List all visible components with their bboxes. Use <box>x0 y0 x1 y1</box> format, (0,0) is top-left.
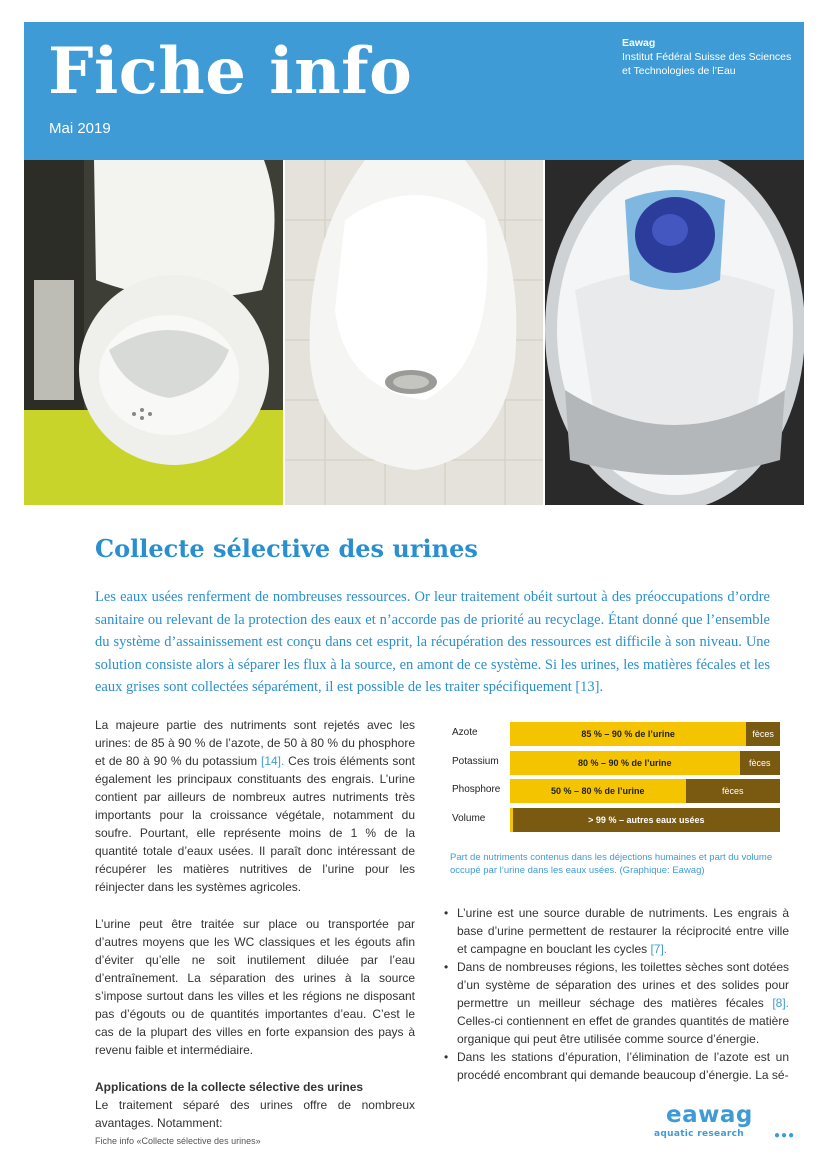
organization-line-2: et Technologies de l’Eau <box>622 65 736 77</box>
publication-date: Mai 2019 <box>49 120 111 137</box>
chart-category-label: Phosphore <box>452 784 501 795</box>
paragraph-nutrients <box>95 716 415 896</box>
logo-wordmark: eawag <box>666 1102 753 1128</box>
chart-row <box>450 751 790 775</box>
article-title: Collecte sélective des urines <box>95 534 478 563</box>
paragraph-transport: L’urine peut être traitée sur place ou transportée par d’autres moyens que les WC classiques et les égouts afin d’éviter qu’elle ne soit inutilement diluée par l’eau d’entraînement. La séparation des urines à la source s’impose surtout dans les villes et les régions ne disposant pas d’égouts ou de quantités importantes d’eau. C’est le cas de la plupart des villes en forte expansion des pays à revenu faible et intermédiaire. <box>95 917 415 1057</box>
chart-row <box>450 722 790 746</box>
chart-bar-urine: 85 % – 90 % de l’urine <box>510 722 746 746</box>
photo-waterless-urinal <box>285 160 543 505</box>
chart-bar-other: > 99 % – autres eaux usées <box>513 808 780 832</box>
chart-category-label: Volume <box>452 812 486 824</box>
section-subheading: Applications de la collecte sélective des urines <box>95 1080 364 1094</box>
list-item-text: L’urine est une source durable de nutriments. Les engrais à base d’urine permettent de restaurer la réciprocité entre ville et campagne en bouclant les cycles <box>457 906 789 956</box>
eawag-logo <box>636 1102 804 1146</box>
page-footer: Fiche info «Collecte sélective des urines» <box>95 1136 261 1146</box>
organization-info <box>622 36 791 78</box>
chart-row <box>450 779 790 803</box>
paragraph-nutrients-text: La majeure partie des nutriments sont rejetés avec les urines: de 85 à 90 % de l’azote, de 50 à 80 % du phosphore et de 80 à 90 % du potassium <box>95 718 415 768</box>
photo-urine-diversion-bowl <box>545 160 804 505</box>
reference-link[interactable]: [7]. <box>650 942 668 956</box>
photo-separating-toilet <box>24 160 283 505</box>
advantages-list <box>441 904 789 1084</box>
paragraph-nutrients-text-2: Ces trois éléments sont également les principaux constituants des engrais. L’urine contient par ailleurs de nombreux autres nutriments très importants pour la croissance végétale, notamment du soufre. Pourtant, elle représente moins de 1 % de la quantité totale d’eaux usées. Il paraît donc intéressant de récupérer les matières nutritives de l’urine pour les réinjecter dans les systèmes agricoles. <box>95 754 415 894</box>
list-item <box>441 1048 789 1084</box>
list-item-text-2: Celles-ci contiennent en effet de grandes quantités de matière organique qui peut être utilisée comme source d’énergie. <box>457 1014 789 1046</box>
chart-bar-other: fèces <box>686 779 781 803</box>
chart-bar-urine: 80 % – 90 % de l’urine <box>510 751 740 775</box>
article-intro: Les eaux usées renferment de nombreuses ressources. Or leur traitement obéit surtout à des préoccupations d’ordre sanitaire ou relevant de la protection des eaux et n’accorde pas de priorité au recyclage. Étant donné que l’ensemble du système d’assainissement est conçu dans cet esprit, la récupération des ressources est difficile à son niveau. Une solution consiste alors à séparer les flux à la source, en amont de ce système. Si les urines, les matières fécales et les eaux grises sont collectées séparément, il est possible de les traiter spécifiquement [13]. <box>95 589 770 695</box>
chart-bar-other: fèces <box>746 722 780 746</box>
left-column <box>95 716 415 1132</box>
nutrient-chart <box>450 722 790 842</box>
chart-category-label: Potassium <box>452 755 499 767</box>
header-banner <box>24 22 804 160</box>
chart-bar-urine: 50 % – 80 % de l’urine <box>510 779 686 803</box>
logo-dots-icon: ●●● <box>774 1130 796 1141</box>
paragraph-advantages: Le traitement séparé des urines offre de nombreux avantages. Notamment: <box>95 1098 415 1130</box>
list-item <box>441 904 789 958</box>
organization-line-1: Institut Fédéral Suisse des Sciences <box>622 51 792 63</box>
list-item-text: Dans les stations d’épuration, l’élimination de l’azote est un procédé encombrant qui demande beaucoup d’énergie. La sé- <box>457 1050 789 1082</box>
logo-tagline: aquatic research <box>654 1129 744 1139</box>
reference-link[interactable]: [14]. <box>260 754 285 768</box>
list-item <box>441 958 789 1048</box>
photo-strip <box>24 160 804 505</box>
chart-bar-other: fèces <box>740 751 781 775</box>
list-item-text: Dans de nombreuses régions, les toilettes sèches sont dotées d’un système de séparation des urines et des solides pour permettre un meilleur séchage des matières fécales <box>457 960 789 1010</box>
organization-name: Eawag <box>622 37 656 49</box>
reference-link[interactable]: [8]. <box>772 996 789 1010</box>
page-title: Fiche info <box>48 34 413 109</box>
chart-category-label: Azote <box>452 727 478 738</box>
chart-caption: Part de nutriments contenus dans les déjections humaines et part du volume occupé par l’urine dans les eaux usées. (Graphique: Eawag) <box>450 852 773 876</box>
chart-row <box>450 808 790 832</box>
